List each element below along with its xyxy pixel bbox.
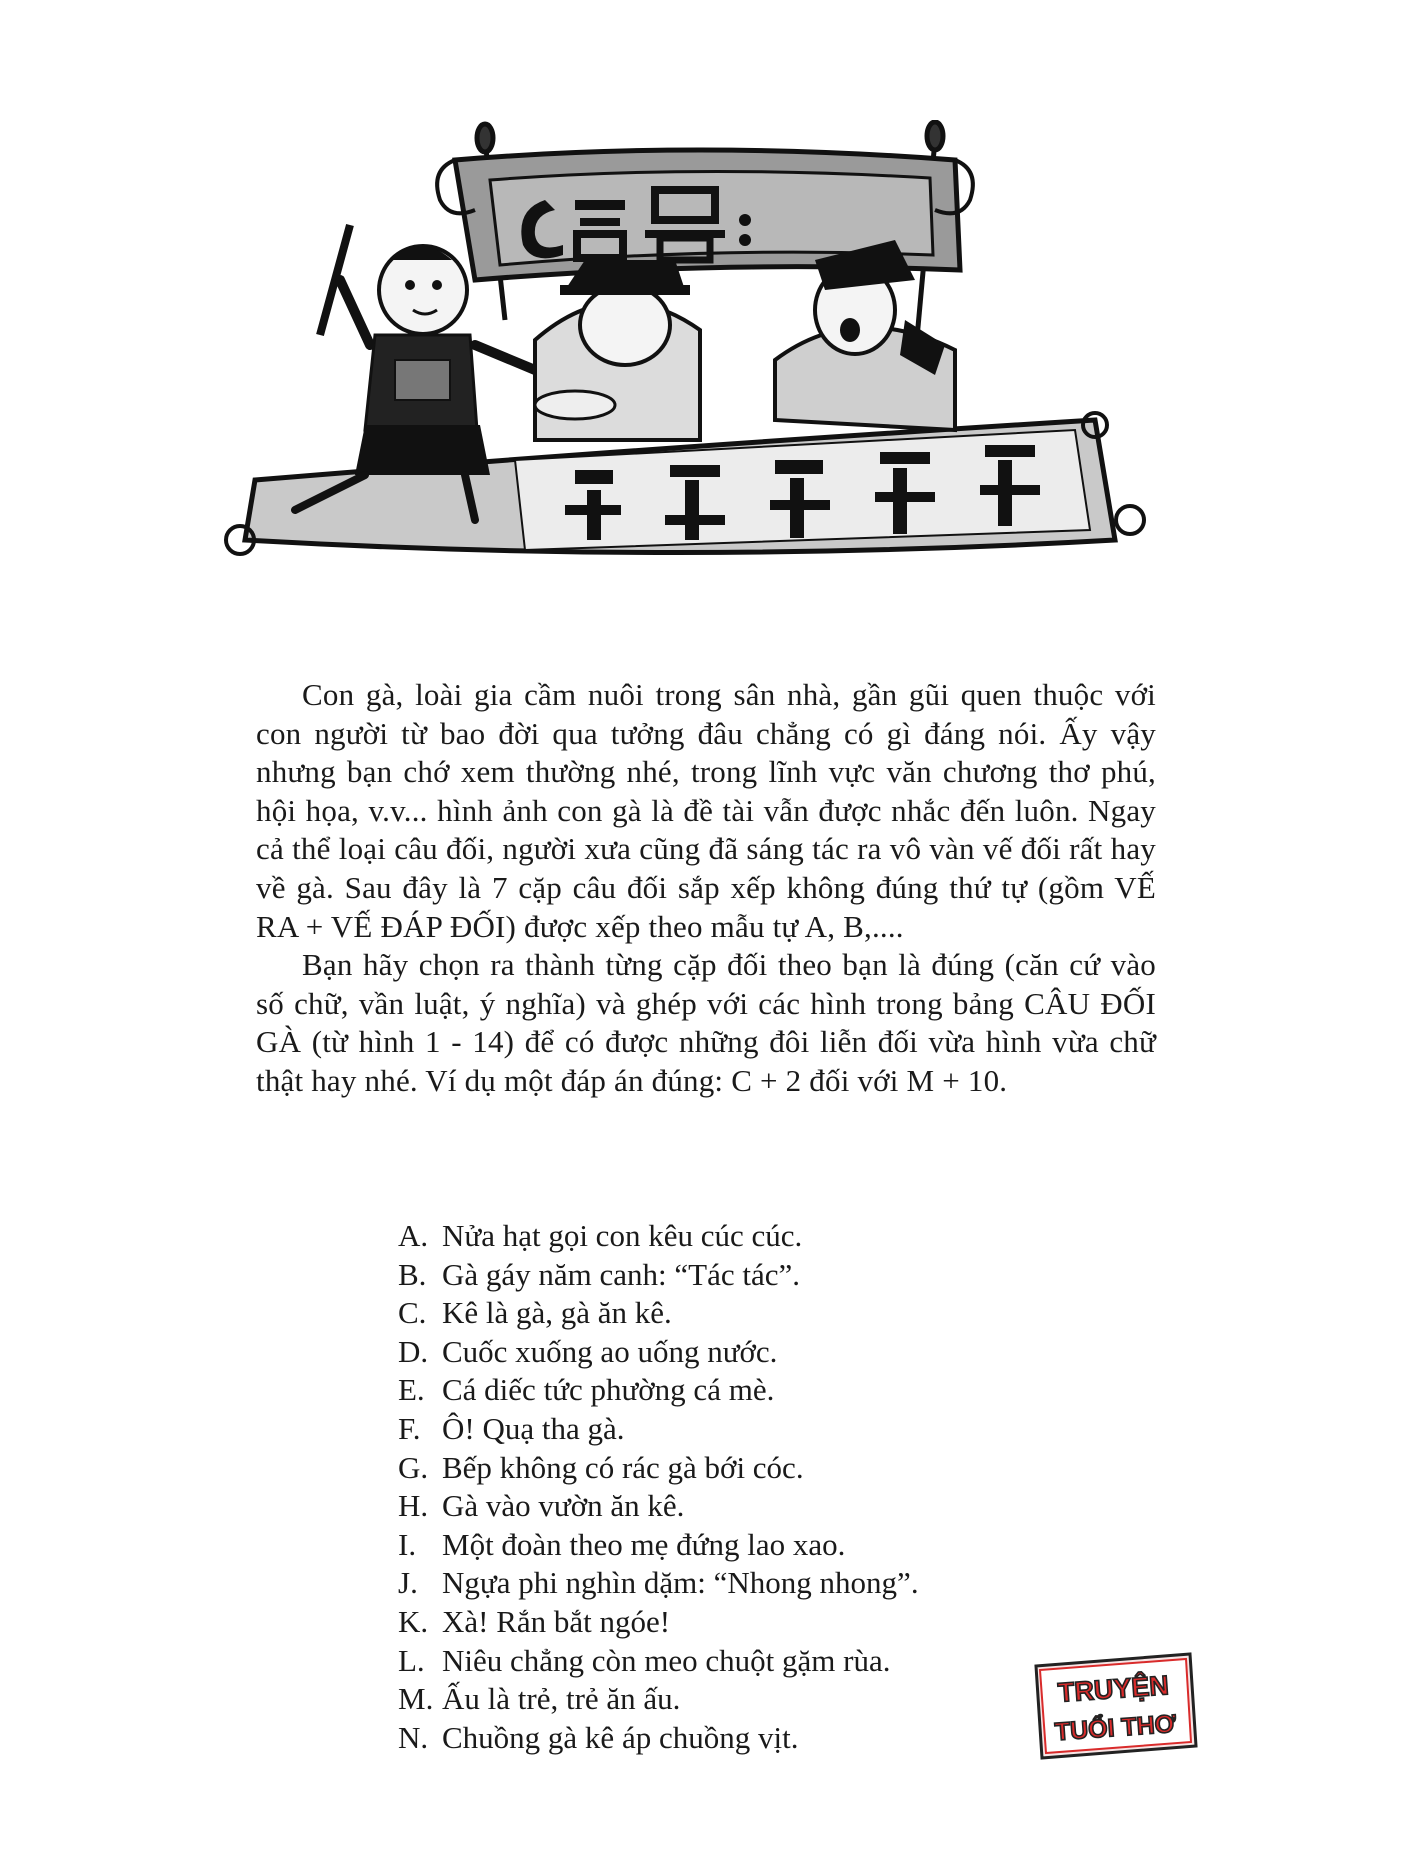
list-item bbox=[398, 1526, 1098, 1565]
option-text: Gà vào vườn ăn kê. bbox=[442, 1488, 685, 1524]
option-text: Ngựa phi nghìn dặm: “Nhong nhong”. bbox=[442, 1565, 919, 1601]
option-text: Cuốc xuống ao uống nước. bbox=[442, 1333, 778, 1369]
option-text: Kê là gà, gà ăn kê. bbox=[442, 1295, 672, 1331]
option-letter: E. bbox=[398, 1372, 425, 1408]
truyen-tuoi-tho-logo bbox=[1030, 1650, 1200, 1762]
list-item bbox=[398, 1487, 1098, 1526]
list-item bbox=[398, 1719, 1098, 1758]
logo-line-1: TRUYỆN bbox=[1056, 1670, 1170, 1708]
list-item bbox=[398, 1603, 1098, 1642]
option-text: Gà gáy năm canh: “Tác tác”. bbox=[442, 1256, 801, 1292]
logo-line-2: TUỔI THƠ bbox=[1053, 1709, 1177, 1747]
header-illustration bbox=[215, 120, 1175, 660]
option-text: Ấu là trẻ, trẻ ăn ấu. bbox=[442, 1681, 681, 1717]
intro-paragraph-2: Bạn hãy chọn ra thành từng cặp đối theo bạn là đúng (căn cứ vào số chữ, vần luật, ý nghĩa) và ghép với các hình trong bảng CÂU ĐỐI GÀ (từ hình 1 - 14) để có được những đôi liễn đối vừa hình vừa chữ thật hay nhé. Ví dụ một đáp án đúng: C + 2 đối với M + 10. bbox=[256, 947, 1156, 1098]
list-item bbox=[398, 1371, 1098, 1410]
option-letter: H. bbox=[398, 1488, 429, 1524]
option-letter: L. bbox=[398, 1642, 425, 1678]
list-item bbox=[398, 1449, 1098, 1488]
list-item bbox=[398, 1680, 1098, 1719]
option-text: Một đoàn theo mẹ đứng lao xao. bbox=[442, 1526, 846, 1562]
intro-paragraph-1: Con gà, loài gia cầm nuôi trong sân nhà, gần gũi quen thuộc với con người từ bao đời qua tưởng đâu chẳng có gì đáng nói. Ấy vậy nhưng bạn chớ xem thường nhé, trong lĩnh vực văn chương thơ phú, hội họa, v.v... hình ảnh con gà là đề tài vẫn được nhắc đến luôn. Ngay cả thể loại câu đối, người xưa cũng đã sáng tác ra vô vàn vế đối rất hay về gà. Sau đây là 7 cặp câu đối sắp xếp không đúng thứ tự (gồm VẾ RA + VẾ ĐÁP ĐỐI) được xếp theo mẫu tự A, B,.... bbox=[256, 677, 1156, 944]
list-item bbox=[398, 1564, 1098, 1603]
option-text: Niêu chẳng còn meo chuột gặm rùa. bbox=[442, 1642, 891, 1678]
intro-text bbox=[256, 676, 1156, 1101]
list-item bbox=[398, 1217, 1098, 1256]
option-text: Bếp không có rác gà bới cóc. bbox=[442, 1449, 804, 1485]
option-text: Xà! Rắn bắt ngóe! bbox=[442, 1603, 671, 1639]
option-letter: B. bbox=[398, 1256, 427, 1292]
option-text: Ô! Quạ tha gà. bbox=[442, 1410, 625, 1446]
option-letter: I. bbox=[398, 1526, 417, 1562]
option-text: Chuồng gà kê áp chuồng vịt. bbox=[442, 1719, 799, 1755]
list-item bbox=[398, 1294, 1098, 1333]
option-letter: D. bbox=[398, 1333, 429, 1369]
option-letter: N. bbox=[398, 1719, 429, 1755]
couplet-options-list bbox=[398, 1217, 1098, 1757]
option-letter: G. bbox=[398, 1449, 429, 1485]
option-letter: A. bbox=[398, 1218, 429, 1253]
list-item bbox=[398, 1256, 1098, 1295]
option-text: Cá diếc tức phường cá mè. bbox=[442, 1372, 775, 1408]
option-letter: F. bbox=[398, 1410, 421, 1446]
option-text: Nửa hạt gọi con kêu cúc cúc. bbox=[442, 1218, 803, 1253]
scholar-character-1 bbox=[535, 260, 700, 440]
option-letter: J. bbox=[398, 1565, 418, 1601]
list-item bbox=[398, 1333, 1098, 1372]
option-letter: K. bbox=[398, 1603, 429, 1639]
list-item bbox=[398, 1410, 1098, 1449]
option-letter: M. bbox=[398, 1681, 434, 1717]
list-item bbox=[398, 1642, 1098, 1681]
option-letter: C. bbox=[398, 1295, 427, 1331]
